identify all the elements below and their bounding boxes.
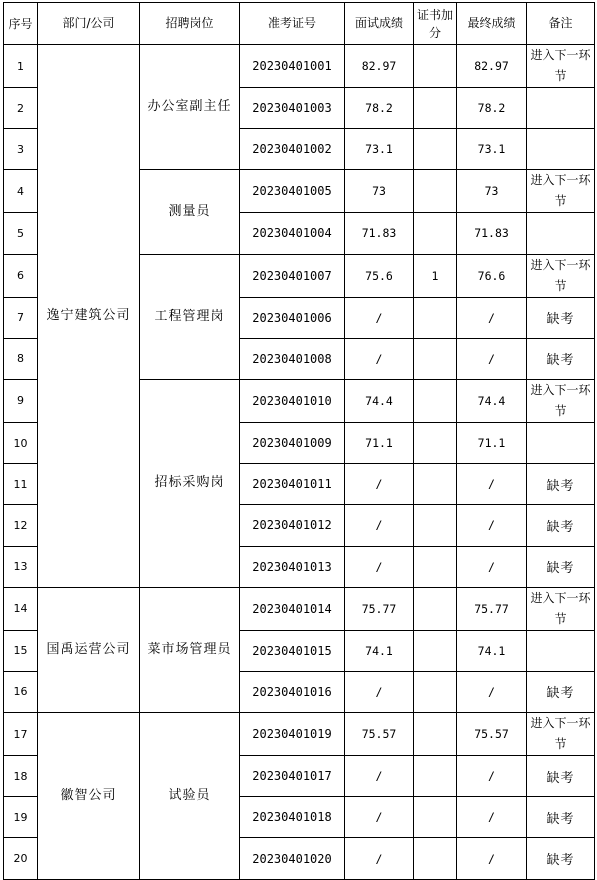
note-cell xyxy=(527,129,595,170)
header-note: 备注 xyxy=(527,3,595,45)
exam-no-cell: 20230401008 xyxy=(240,338,345,379)
seq-cell: 15 xyxy=(4,630,38,671)
exam-no-cell: 20230401018 xyxy=(240,797,345,838)
final-score-cell: 82.97 xyxy=(457,45,527,88)
cert-bonus-cell xyxy=(414,756,457,797)
cert-bonus-cell xyxy=(414,671,457,712)
final-score-cell: 78.2 xyxy=(457,88,527,129)
note-cell xyxy=(527,630,595,671)
table-row xyxy=(4,713,595,756)
table-row xyxy=(4,45,595,88)
final-score-cell: / xyxy=(457,505,527,546)
final-score-cell: / xyxy=(457,297,527,338)
final-score-cell: 76.6 xyxy=(457,254,527,297)
final-score-cell: 75.57 xyxy=(457,713,527,756)
interview-score-cell: 73 xyxy=(345,170,414,213)
header-cert: 证书加分 xyxy=(414,3,457,45)
note-cell: 缺考 xyxy=(527,505,595,546)
interview-score-cell: / xyxy=(345,838,414,879)
interview-score-cell: 75.57 xyxy=(345,713,414,756)
cert-bonus-cell xyxy=(414,797,457,838)
exam-no-cell: 20230401011 xyxy=(240,464,345,505)
seq-cell: 17 xyxy=(4,713,38,756)
cert-bonus-cell xyxy=(414,129,457,170)
interview-score-cell: 71.1 xyxy=(345,422,414,463)
seq-cell: 1 xyxy=(4,45,38,88)
header-exam-no: 准考证号 xyxy=(240,3,345,45)
cert-bonus-cell xyxy=(414,546,457,587)
final-score-cell: 71.1 xyxy=(457,422,527,463)
exam-no-cell: 20230401019 xyxy=(240,713,345,756)
note-cell: 缺考 xyxy=(527,756,595,797)
seq-cell: 19 xyxy=(4,797,38,838)
interview-score-cell: 74.4 xyxy=(345,379,414,422)
dept-cell: 国禹运营公司 xyxy=(38,587,140,712)
final-score-cell: / xyxy=(457,671,527,712)
seq-cell: 5 xyxy=(4,213,38,254)
final-score-cell: 73.1 xyxy=(457,129,527,170)
exam-no-cell: 20230401007 xyxy=(240,254,345,297)
post-cell: 菜市场管理员 xyxy=(140,587,240,712)
seq-cell: 9 xyxy=(4,379,38,422)
final-score-cell: / xyxy=(457,797,527,838)
final-score-cell: 74.1 xyxy=(457,630,527,671)
note-cell: 缺考 xyxy=(527,797,595,838)
cert-bonus-cell xyxy=(414,88,457,129)
interview-score-cell: / xyxy=(345,464,414,505)
final-score-cell: 75.77 xyxy=(457,587,527,630)
seq-cell: 3 xyxy=(4,129,38,170)
final-score-cell: / xyxy=(457,546,527,587)
post-cell: 招标采购岗 xyxy=(140,379,240,587)
note-cell: 缺考 xyxy=(527,671,595,712)
interview-score-cell: 78.2 xyxy=(345,88,414,129)
seq-cell: 4 xyxy=(4,170,38,213)
cert-bonus-cell xyxy=(414,45,457,88)
header-seq: 序号 xyxy=(4,3,38,45)
final-score-cell: 74.4 xyxy=(457,379,527,422)
note-cell: 进入下一环节 xyxy=(527,587,595,630)
interview-score-cell: 73.1 xyxy=(345,129,414,170)
note-cell xyxy=(527,422,595,463)
post-cell: 试验员 xyxy=(140,713,240,880)
post-cell: 测量员 xyxy=(140,170,240,254)
note-cell: 缺考 xyxy=(527,297,595,338)
exam-no-cell: 20230401010 xyxy=(240,379,345,422)
exam-no-cell: 20230401005 xyxy=(240,170,345,213)
interview-score-cell: / xyxy=(345,797,414,838)
exam-no-cell: 20230401006 xyxy=(240,297,345,338)
exam-no-cell: 20230401002 xyxy=(240,129,345,170)
exam-no-cell: 20230401012 xyxy=(240,505,345,546)
interview-score-cell: 75.6 xyxy=(345,254,414,297)
final-score-cell: / xyxy=(457,756,527,797)
exam-no-cell: 20230401004 xyxy=(240,213,345,254)
note-cell xyxy=(527,213,595,254)
seq-cell: 12 xyxy=(4,505,38,546)
interview-score-cell: / xyxy=(345,297,414,338)
post-cell: 工程管理岗 xyxy=(140,254,240,379)
seq-cell: 13 xyxy=(4,546,38,587)
seq-cell: 18 xyxy=(4,756,38,797)
cert-bonus-cell xyxy=(414,338,457,379)
note-cell: 进入下一环节 xyxy=(527,379,595,422)
header-final: 最终成绩 xyxy=(457,3,527,45)
header-interview: 面试成绩 xyxy=(345,3,414,45)
results-table xyxy=(3,2,595,880)
exam-no-cell: 20230401014 xyxy=(240,587,345,630)
dept-cell: 逸宁建筑公司 xyxy=(38,45,140,588)
cert-bonus-cell xyxy=(414,505,457,546)
note-cell: 缺考 xyxy=(527,546,595,587)
header-post: 招聘岗位 xyxy=(140,3,240,45)
seq-cell: 2 xyxy=(4,88,38,129)
cert-bonus-cell xyxy=(414,379,457,422)
cert-bonus-cell xyxy=(414,422,457,463)
seq-cell: 16 xyxy=(4,671,38,712)
cert-bonus-cell xyxy=(414,838,457,879)
interview-score-cell: 75.77 xyxy=(345,587,414,630)
note-cell: 进入下一环节 xyxy=(527,170,595,213)
exam-no-cell: 20230401020 xyxy=(240,838,345,879)
interview-score-cell: / xyxy=(345,546,414,587)
post-cell: 办公室副主任 xyxy=(140,45,240,170)
seq-cell: 6 xyxy=(4,254,38,297)
exam-no-cell: 20230401009 xyxy=(240,422,345,463)
note-cell: 进入下一环节 xyxy=(527,713,595,756)
seq-cell: 11 xyxy=(4,464,38,505)
interview-score-cell: 74.1 xyxy=(345,630,414,671)
table-row xyxy=(4,587,595,630)
interview-score-cell: 71.83 xyxy=(345,213,414,254)
seq-cell: 8 xyxy=(4,338,38,379)
note-cell xyxy=(527,88,595,129)
seq-cell: 14 xyxy=(4,587,38,630)
seq-cell: 10 xyxy=(4,422,38,463)
interview-score-cell: / xyxy=(345,338,414,379)
seq-cell: 20 xyxy=(4,838,38,879)
cert-bonus-cell xyxy=(414,630,457,671)
note-cell: 进入下一环节 xyxy=(527,254,595,297)
cert-bonus-cell xyxy=(414,464,457,505)
dept-cell: 徽智公司 xyxy=(38,713,140,880)
cert-bonus-cell xyxy=(414,713,457,756)
interview-score-cell: / xyxy=(345,756,414,797)
final-score-cell: 73 xyxy=(457,170,527,213)
exam-no-cell: 20230401003 xyxy=(240,88,345,129)
cert-bonus-cell xyxy=(414,587,457,630)
exam-no-cell: 20230401013 xyxy=(240,546,345,587)
exam-no-cell: 20230401001 xyxy=(240,45,345,88)
exam-no-cell: 20230401015 xyxy=(240,630,345,671)
final-score-cell: 71.83 xyxy=(457,213,527,254)
cert-bonus-cell xyxy=(414,213,457,254)
interview-score-cell: 82.97 xyxy=(345,45,414,88)
header-row xyxy=(4,3,595,45)
note-cell: 缺考 xyxy=(527,338,595,379)
final-score-cell: / xyxy=(457,338,527,379)
cert-bonus-cell xyxy=(414,170,457,213)
final-score-cell: / xyxy=(457,838,527,879)
note-cell: 缺考 xyxy=(527,464,595,505)
note-cell: 进入下一环节 xyxy=(527,45,595,88)
note-cell: 缺考 xyxy=(527,838,595,879)
header-dept: 部门/公司 xyxy=(38,3,140,45)
cert-bonus-cell xyxy=(414,297,457,338)
exam-no-cell: 20230401016 xyxy=(240,671,345,712)
interview-score-cell: / xyxy=(345,505,414,546)
cert-bonus-cell: 1 xyxy=(414,254,457,297)
final-score-cell: / xyxy=(457,464,527,505)
seq-cell: 7 xyxy=(4,297,38,338)
interview-score-cell: / xyxy=(345,671,414,712)
exam-no-cell: 20230401017 xyxy=(240,756,345,797)
